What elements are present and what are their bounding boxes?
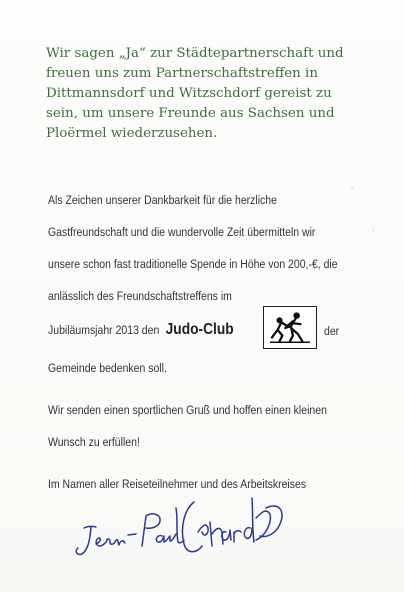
body-line-6: Gemeinde bedenken soll.: [48, 361, 167, 375]
heading-line-1: Wir sagen „Ja“ zur Städtepartnerschaft und: [46, 46, 344, 61]
judo-club-logo: [263, 306, 317, 349]
body-line-7: Wir senden einen sportlichen Gruß und hoffen einen kleinen: [48, 403, 327, 417]
body-line-4: anlässlich des Freundschaftstreffens im: [48, 289, 232, 303]
judo-throw-icon: [264, 307, 316, 348]
handwritten-signature: [66, 488, 296, 566]
body-line-1: Als Zeichen unserer Dankbarkeit für die herzliche: [48, 193, 277, 207]
body-line-2: Gastfreundschaft und die wundervolle Zeit übermitteln wir: [48, 225, 316, 239]
body-line-9: Im Namen aller Reiseteilnehmer und des Arbeitskreises: [48, 477, 307, 491]
heading-line-5: Ploërmel wiederzusehen.: [46, 126, 218, 141]
body-line-5-suffix: der: [324, 324, 340, 338]
heading-line-3: Dittmannsdorf und Witzschdorf gereist zu: [46, 86, 332, 101]
body-line-3: unsere schon fast traditionelle Spende in Höhe von 200,-€, die: [48, 257, 338, 271]
body-line-5-prefix: Jubiläumsjahr 2013 den: [48, 323, 160, 337]
paper-mark: ·: [372, 226, 375, 235]
heading-line-4: sein, um unsere Freunde aus Sachsen und: [46, 106, 335, 121]
paper-mark: ◦: [350, 184, 355, 193]
body-line-5: [48, 321, 234, 339]
club-name: Judo-Club: [165, 321, 234, 338]
body-line-8: Wunsch zu erfüllen!: [48, 435, 140, 449]
heading-line-2: freuen uns zum Partnerschaftstreffen in: [46, 66, 318, 81]
letter-heading: [46, 44, 386, 144]
